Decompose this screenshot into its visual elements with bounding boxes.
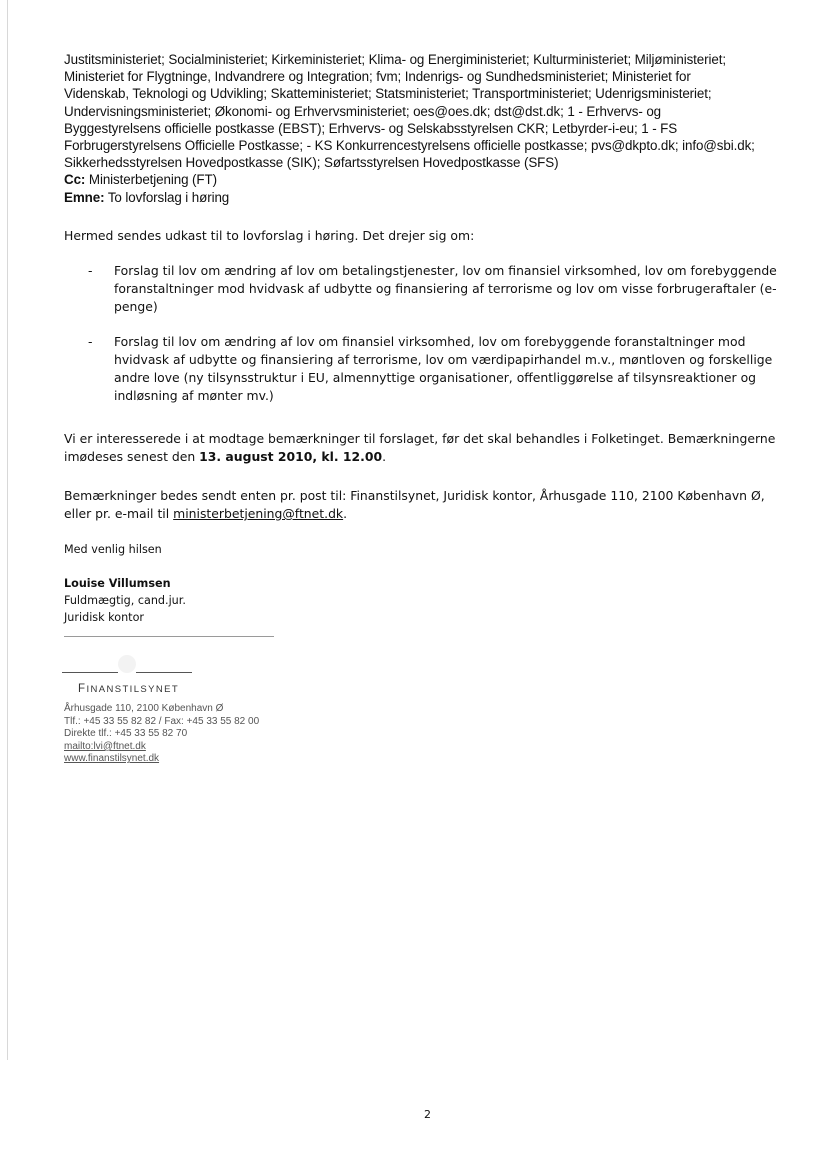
signer-title-line: Juridisk kontor [64,611,145,624]
logo-line-right [136,672,192,673]
deadline-paragraph [64,430,775,466]
paragraph-line: Bemærkninger bedes sendt enten pr. post til: Finanstilsynet, Juridisk kontor, Århusgade 110, 2100 København Ø, [64,488,765,503]
signer-title-line: Fuldmægtig, cand.jur. [64,594,186,607]
subject-value: To lovforslag i høring [104,189,230,205]
list-item-line: Forslag til lov om ændring af lov om betalingstjenester, lov om finansiel virksomhed, lov om forebyggende [114,263,777,278]
email-link[interactable]: ministerbetjening@ftnet.dk [173,506,344,521]
page-number: 2 [424,1108,431,1121]
finanstilsynet-logo [78,683,179,695]
paragraph-text: imødeses senest den [64,449,200,464]
list-item [64,333,794,404]
recipients-line: Byggestyrelsens officielle postkasse (EBST); Erhvervs- og Selskabsstyrelsen CKR; Letbyrder-i-eu; 1 - FS [64,120,678,136]
list-item-line: indløsning af mønter mv.) [114,387,274,403]
recipients-line: Ministeriet for Flygtninge, Indvandrere og Integration; fvm; Indenrigs- og Sundhedsministeriet; Ministeriet for [64,69,691,85]
closing-greeting: Med venlig hilsen [64,543,162,556]
list-item-line: penge) [114,298,158,314]
logo-initial: F [78,683,87,695]
cc-value: Ministerbetjening (FT) [85,172,217,188]
deadline-date: 13. august 2010, kl. 12.00 [199,449,383,464]
logo-wordmark: INANSTILSYNET [86,684,180,695]
list-item-line: Forslag til lov om ændring af lov om finansiel virksomhed, lov om forebyggende foranstaltninger mod [114,334,746,350]
page-left-margin-line [7,0,8,1060]
recipients-line: Justitsministeriet; Socialministeriet; Kirkeministeriet; Klima- og Energiministeriet; Kulturministeriet; Miljøministeriet; [64,52,726,67]
crown-logo-icon [118,655,136,673]
contact-line: Århusgade 110, 2100 København Ø [64,703,224,714]
website-link[interactable]: www.finanstilsynet.dk [64,753,160,765]
signature-divider [64,636,274,637]
bullet-dash: - [88,334,93,350]
list-item [64,262,794,315]
list-item-line: foranstaltninger mod hvidvask af udbytte og finansiering af terrorisme og lov om visse forbrugeraftaler (e- [114,280,777,296]
paragraph-text: eller pr. e-mail til [64,506,174,521]
cc-label: Cc: [64,172,86,188]
paragraph-line: Vi er interesserede i at modtage bemærkninger til forslaget, før det skal behandles i Folketinget. Bemærkningerne [64,431,776,446]
bill-list [64,262,794,423]
subject-row [64,189,794,206]
logo-line-left [62,672,118,673]
list-item-line: andre love (ny tilsynsstruktur i EU, almennyttige organisationer, offentliggørelse af tilsynsreaktioner og [114,369,757,385]
paragraph-line [64,448,775,466]
contact-line: Tlf.: +45 33 55 82 82 / Fax: +45 33 55 82 00 [64,715,260,727]
recipients-line: Videnskab, Teknologi og Udvikling; Skatteministeriet; Statsministeriet; Transportministeriet; Udenrigsministeriet; [64,86,712,102]
bullet-dash: - [88,263,93,278]
submission-paragraph [64,487,765,523]
subject-label: Emne: [64,189,105,205]
contact-line: Direkte tlf.: +45 33 55 82 70 [64,728,188,740]
paragraph-line [64,505,765,523]
recipients-line: Undervisningsministeriet; Økonomi- og Erhvervsministeriet; oes@oes.dk; dst@dst.dk; 1 - Erhvervs- og [64,103,662,119]
intro-text: Hermed sendes udkast til to lovforslag i høring. Det drejer sig om: [64,228,475,243]
list-item-line: hvidvask af udbytte og finansiering af terrorisme, lov om værdipapirhandel m.v., møntloven og forskellige [114,352,773,368]
cc-row [64,171,794,188]
recipients-line: Sikkerhedsstyrelsen Hovedpostkasse (SIK); Søfartsstyrelsen Hovedpostkasse (SFS) [64,155,559,171]
paragraph-text: . [343,506,348,521]
signer-name: Louise Villumsen [64,577,171,590]
contact-block [64,703,259,766]
mailto-link[interactable]: mailto:lvi@ftnet.dk [64,740,146,752]
recipients-line: Forbrugerstyrelsens Officielle Postkasse; - KS Konkurrencestyrelsens officielle postkasse; pvs@dkpto.dk; info@sbi.dk; [64,138,755,154]
paragraph-text: . [382,449,387,464]
signer-title [64,592,186,626]
email-header [64,51,794,206]
